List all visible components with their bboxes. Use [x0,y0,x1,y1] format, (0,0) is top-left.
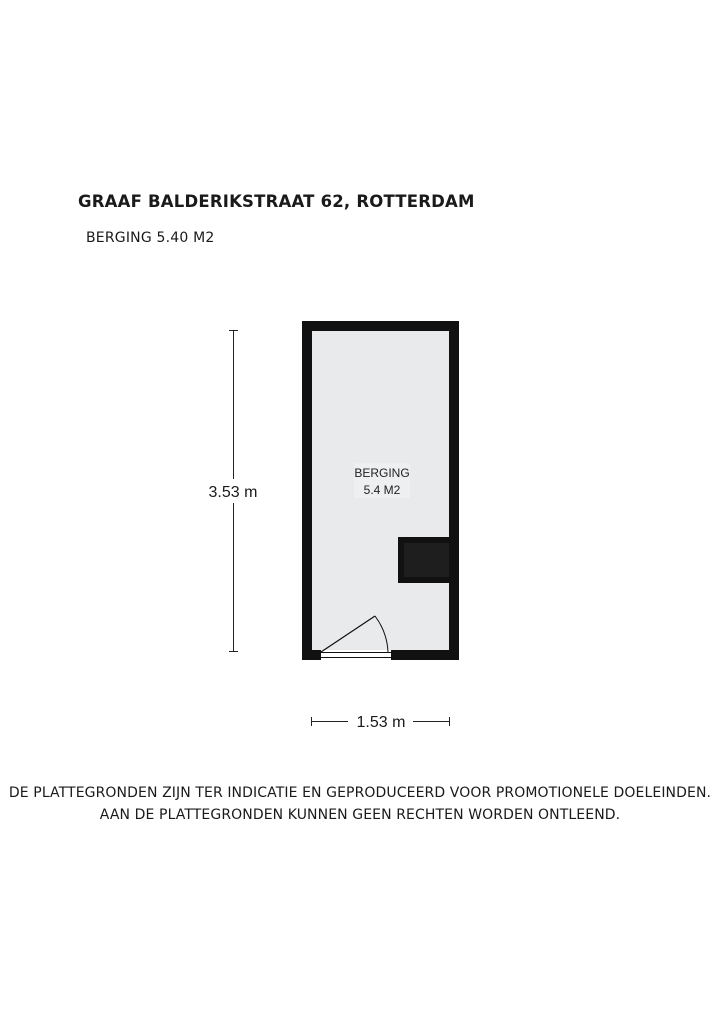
cabinet-inner [404,543,449,577]
width-dimension-label: 1.53 m [356,714,406,731]
door-jamb-right [391,650,396,660]
disclaimer-line-1: DE PLATTEGRONDEN ZIJN TER INDICATIE EN GEPRODUCEERD VOOR PROMOTIONELE DOELEINDEN. [8,785,712,801]
room-area: 5.4 M2 [363,483,401,497]
disclaimer-line-2: AAN DE PLATTEGRONDEN KUNNEN GEEN RECHTEN WORDEN ONTLEEND. [99,807,621,823]
door-opening [316,650,396,660]
height-dimension-label: 3.53 m [208,484,258,501]
area-summary: BERGING 5.40 M2 [86,230,215,246]
address-title: GRAAF BALDERIKSTRAAT 62, ROTTERDAM [78,192,475,211]
room-name: BERGING [354,466,410,480]
door-jamb-left [316,650,321,660]
